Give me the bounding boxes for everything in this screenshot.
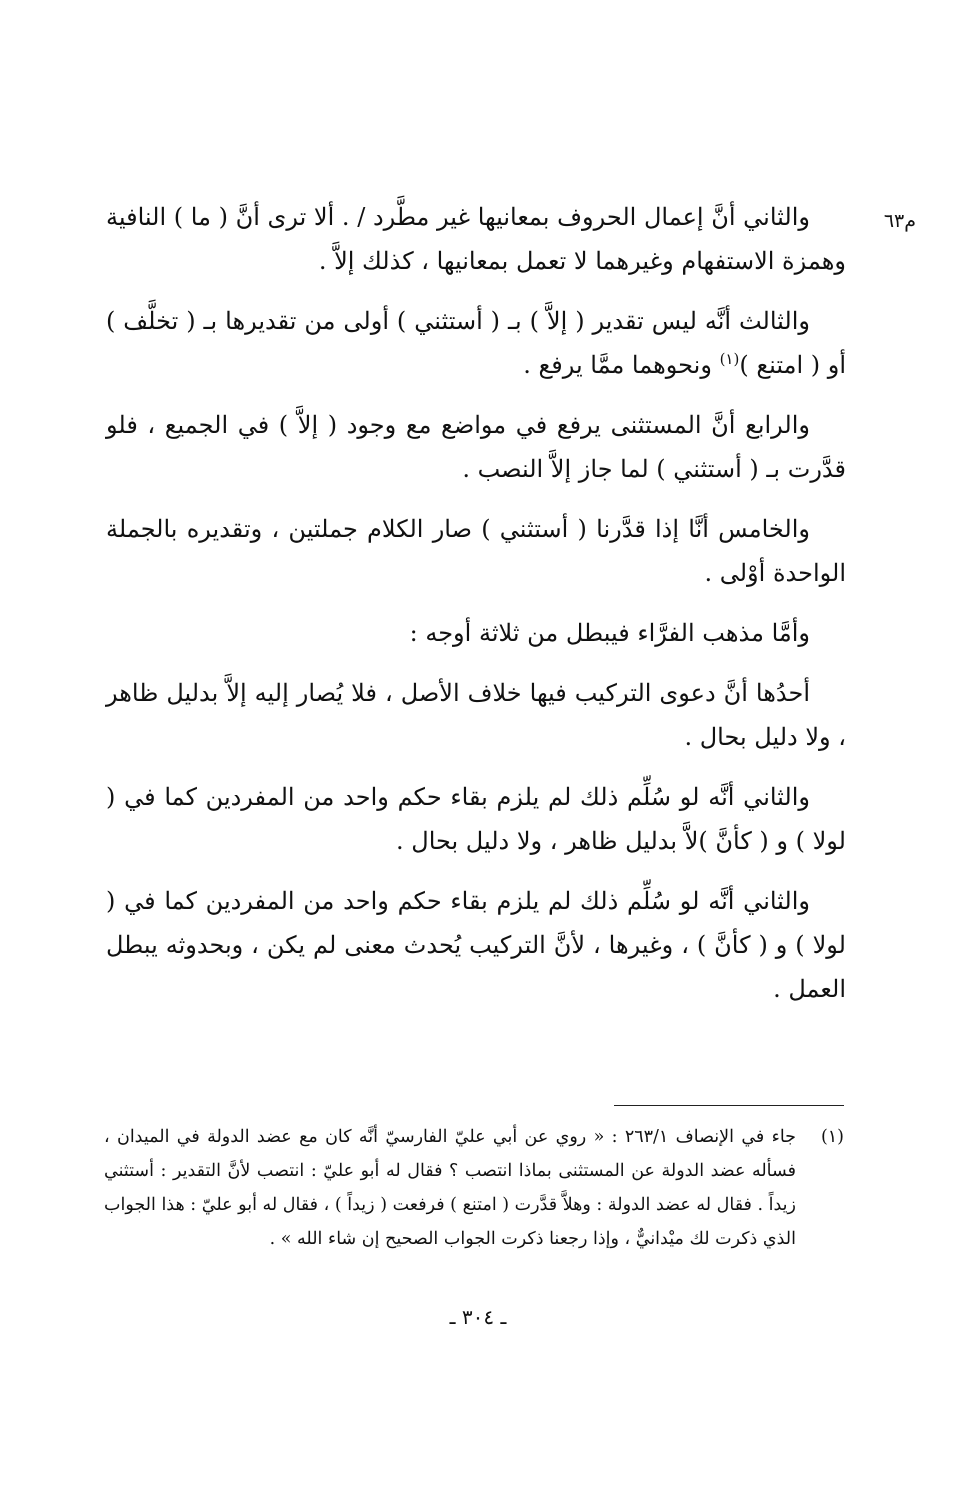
paragraph-third-tail: ونحوهما ممَّا يرفع .: [523, 351, 720, 379]
footnote-reference[interactable]: (١): [719, 350, 740, 368]
paragraph-third-text: والثالث أنَّه ليس تقدير ( إلاَّ ) بـ ( أستثني ) أولى من تقديرها بـ ( تخلَّف ) أو ( امتنع ): [106, 307, 846, 379]
footnote-divider: [614, 1105, 844, 1106]
paragraph-fourth: والرابع أنَّ المستثنى يرفع في مواضع مع وجود ( إلاَّ ) في الجميع ، فلو قدَّرت بـ ( أستثني ) لما جاز إلاَّ النصب .: [106, 411, 846, 483]
paragraph-fifth: والخامس أنَّا إذا قدَّرنا ( أستثني ) صار الكلام جملتين ، وتقديره بالجملة الواحدة أوْلى .: [106, 515, 846, 587]
margin-note: م٦٣: [883, 210, 916, 232]
paragraph-second-reason-a: والثاني أنَّه لو سُلِّم ذلك لم يلزم بقاء حكم واحد من المفردين كما في ( لولا ) و ( كأنَّ )لاَّ بدليل ظاهر ، ولا دليل بحال .: [106, 783, 846, 855]
footnote-number: (١): [820, 1127, 844, 1147]
page-number: ـ ٣٠٤ ـ: [449, 1305, 507, 1329]
paragraph-second: والثاني أنَّ إعمال الحروف بمعانيها غير مطَّرد / . ألا ترى أنَّ ( ما ) النافية وهمزة الاستفهام وغيرهما لا تعمل بمعانيها ، كذلك إلاَّ .: [106, 203, 846, 275]
main-text: [106, 195, 846, 1027]
footnote-text: جاء في الإنصاف ٢٦٣/١ : « روي عن أبي عليّ الفارسيّ أنَّه كان مع عضد الدولة في الميدان ، فسأله عضد الدولة عن المستثنى بماذا انتصب ؟ فقال له أبو عليّ : انتصب لأنَّ التقدير : أستثني زيداً . فقال له عضد الدولة : وهلاَّ قدَّرت ( امتنع ) فرفعت ( زيداً ) ، فقال له أبو عليّ : هذا الجواب الذي ذكرت لك ميْدانيٌّ ، وإذا رجعنا ذكرت الجواب الصحيح إن شاء الله » .: [104, 1127, 796, 1249]
footnotes: [104, 1120, 844, 1256]
paragraph-second-reason-b: والثاني أنَّه لو سُلِّم ذلك لم يلزم بقاء حكم واحد من المفردين كما في ( لولا ) و ( كأنَّ ) ، وغيرها ، لأنَّ التركيب يُحدث معنى لم يكن ، وبحدوثه يبطل العمل .: [106, 887, 846, 1003]
paragraph-third: [106, 299, 846, 387]
footnote-item: [104, 1120, 844, 1256]
paragraph-first-reason: أحدُها أنَّ دعوى التركيب فيها خلاف الأصل ، فلا يُصار إليه إلاَّ بدليل ظاهر ، ولا دليل بحال .: [106, 679, 846, 751]
paragraph-farra-heading: وأمَّا مذهب الفرَّاء فيبطل من ثلاثة أوجه :: [409, 619, 810, 647]
